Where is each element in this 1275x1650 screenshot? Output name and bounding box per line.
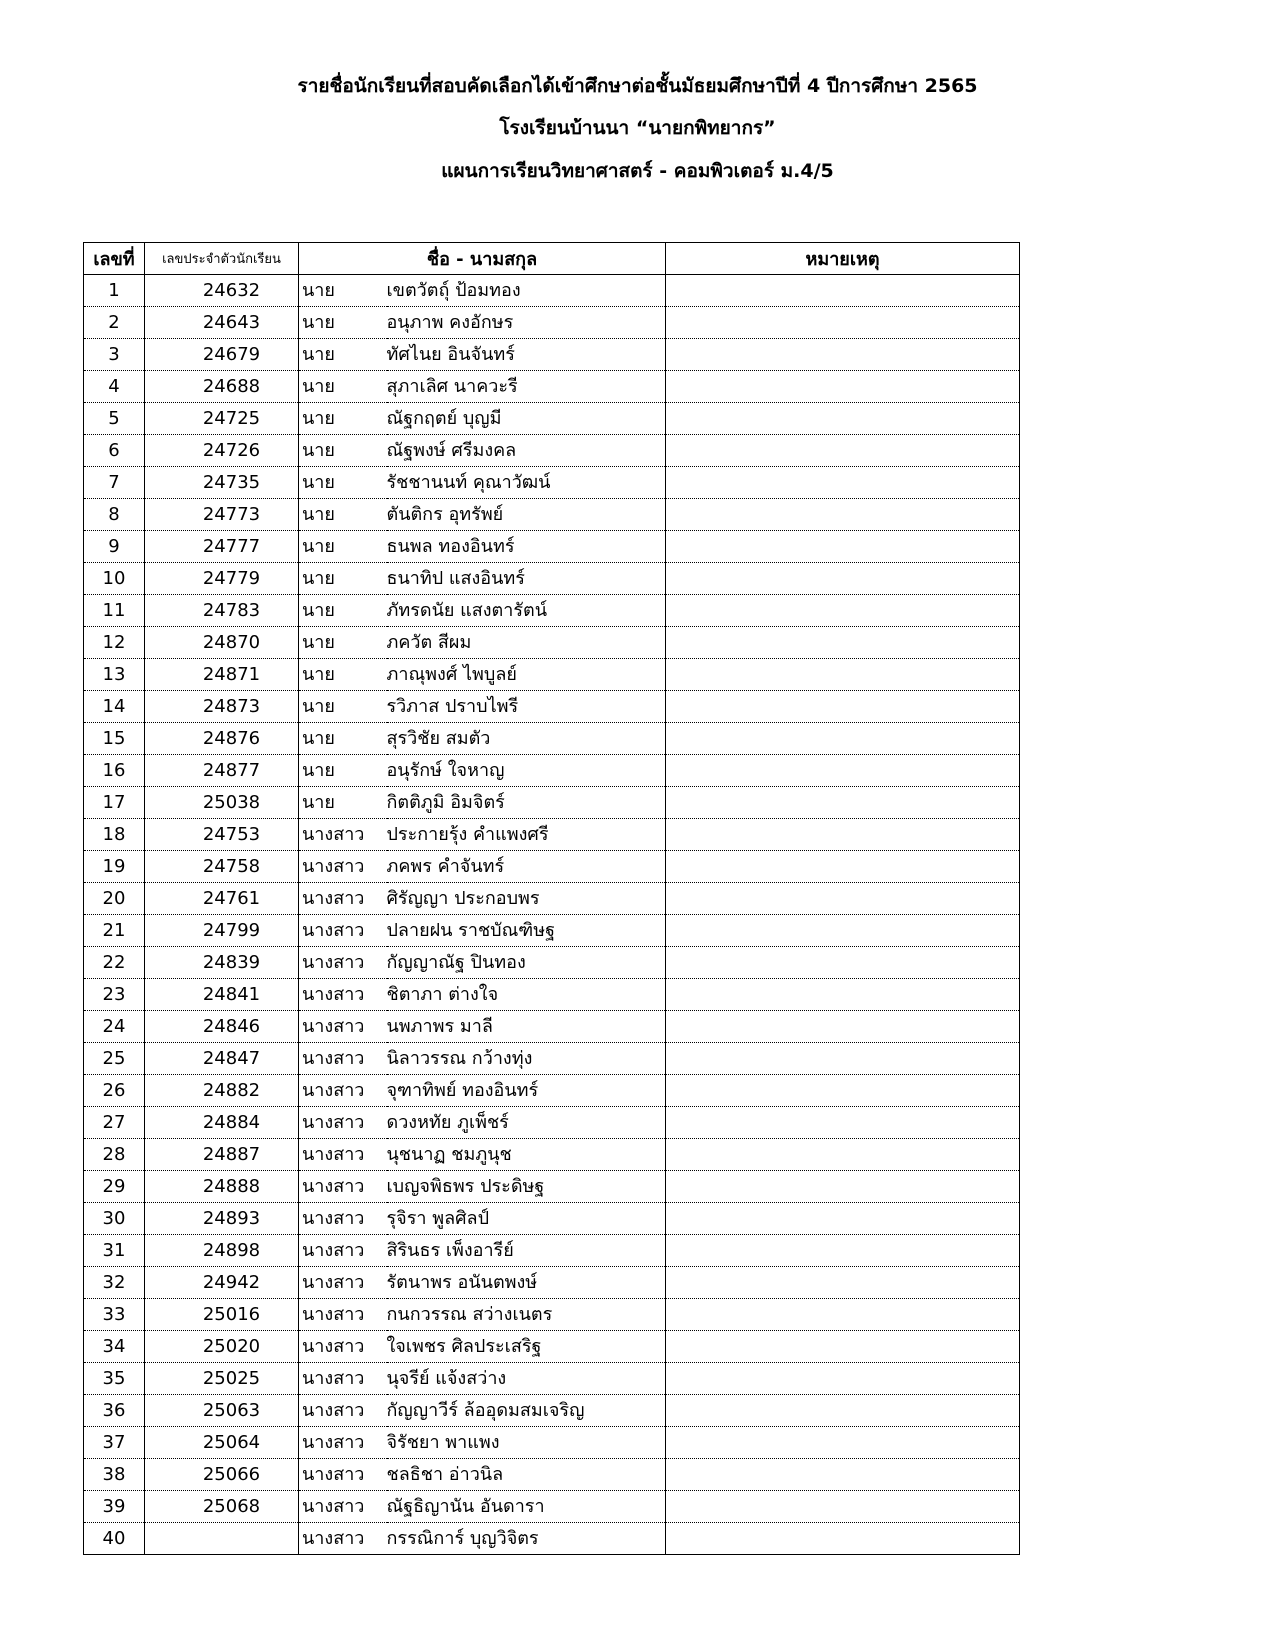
- student-name: อนุรักษ์ ใจหาญ: [387, 755, 666, 787]
- table-row: [84, 1171, 1020, 1203]
- study-program: แผนการเรียนวิทยาศาสตร์ - คอมพิวเตอร์ ม.4/5: [441, 160, 834, 182]
- name-title: นาย: [299, 467, 387, 499]
- row-number: 22: [84, 947, 145, 979]
- student-name: กัญญาวีร์ ล้ออุดมสมเจริญ: [387, 1395, 666, 1427]
- remark-cell: [666, 1171, 1020, 1203]
- table-row: [84, 979, 1020, 1011]
- student-name: กิตติภูมิ อิมจิตร์: [387, 787, 666, 819]
- student-id: 25038: [145, 787, 299, 819]
- name-title: นาย: [299, 403, 387, 435]
- student-name: ใจเพชร ศิลประเสริฐ: [387, 1331, 666, 1363]
- student-id: 24688: [145, 371, 299, 403]
- student-id: 25064: [145, 1427, 299, 1459]
- row-number: 28: [84, 1139, 145, 1171]
- student-name: รัชชานนท์ คุณาวัฒน์: [387, 467, 666, 499]
- remark-cell: [666, 371, 1020, 403]
- student-id: 24870: [145, 627, 299, 659]
- table-row: [84, 1331, 1020, 1363]
- table-row: [84, 1363, 1020, 1395]
- name-title: นางสาว: [299, 819, 387, 851]
- remark-cell: [666, 563, 1020, 595]
- table-row: [84, 1139, 1020, 1171]
- student-id: 25016: [145, 1299, 299, 1331]
- row-number: 18: [84, 819, 145, 851]
- row-number: 7: [84, 467, 145, 499]
- student-name: เขตวัตถุ์ ป้อมทอง: [387, 275, 666, 307]
- student-id: 24877: [145, 755, 299, 787]
- remark-cell: [666, 1203, 1020, 1235]
- table-row: [84, 1011, 1020, 1043]
- student-name: ตันติกร อุทรัพย์: [387, 499, 666, 531]
- student-id: 24777: [145, 531, 299, 563]
- column-header-remark: หมายเหตุ: [666, 243, 1020, 275]
- remark-cell: [666, 1075, 1020, 1107]
- student-id: 24779: [145, 563, 299, 595]
- student-name: ธนาทิป แสงอินทร์: [387, 563, 666, 595]
- table-row: [84, 755, 1020, 787]
- student-id: 24758: [145, 851, 299, 883]
- student-name: จิรัชยา พาแพง: [387, 1427, 666, 1459]
- remark-cell: [666, 659, 1020, 691]
- name-title: นาย: [299, 563, 387, 595]
- table-row: [84, 627, 1020, 659]
- student-name: นุจรีย์ แจ้งสว่าง: [387, 1363, 666, 1395]
- table-header-row: [84, 243, 1020, 275]
- student-name: นิลาวรรณ กว้างทุ่ง: [387, 1043, 666, 1075]
- table-row: [84, 947, 1020, 979]
- remark-cell: [666, 595, 1020, 627]
- table-row: [84, 1459, 1020, 1491]
- remark-cell: [666, 883, 1020, 915]
- student-name: กัญญาณัฐ ปินทอง: [387, 947, 666, 979]
- name-title: นางสาว: [299, 915, 387, 947]
- student-id: 24873: [145, 691, 299, 723]
- table-row: [84, 691, 1020, 723]
- remark-cell: [666, 339, 1020, 371]
- table-row: [84, 1395, 1020, 1427]
- student-id: 25020: [145, 1331, 299, 1363]
- table-row: [84, 1267, 1020, 1299]
- student-name: จุฑาทิพย์ ทองอินทร์: [387, 1075, 666, 1107]
- row-number: 1: [84, 275, 145, 307]
- name-title: นาย: [299, 659, 387, 691]
- name-title: นางสาว: [299, 1427, 387, 1459]
- table-row: [84, 563, 1020, 595]
- remark-cell: [666, 1491, 1020, 1523]
- student-roster-table: [83, 242, 1020, 1555]
- remark-cell: [666, 1235, 1020, 1267]
- student-name: อนุภาพ คงอักษร: [387, 307, 666, 339]
- name-title: นาย: [299, 627, 387, 659]
- name-title: นาย: [299, 595, 387, 627]
- student-id: 24888: [145, 1171, 299, 1203]
- student-name: ณัฐธิญานัน อันดารา: [387, 1491, 666, 1523]
- remark-cell: [666, 1267, 1020, 1299]
- name-title: นางสาว: [299, 1363, 387, 1395]
- remark-cell: [666, 627, 1020, 659]
- row-number: 25: [84, 1043, 145, 1075]
- name-title: นาย: [299, 435, 387, 467]
- row-number: 6: [84, 435, 145, 467]
- remark-cell: [666, 403, 1020, 435]
- name-title: นางสาว: [299, 979, 387, 1011]
- table-row: [84, 1427, 1020, 1459]
- student-name: นพภาพร มาลี: [387, 1011, 666, 1043]
- name-title: นางสาว: [299, 1011, 387, 1043]
- name-title: นางสาว: [299, 1523, 387, 1555]
- name-title: นางสาว: [299, 947, 387, 979]
- table-row: [84, 371, 1020, 403]
- name-title: นาย: [299, 787, 387, 819]
- row-number: 40: [84, 1523, 145, 1555]
- student-name: รุจิรา พูลศิลป์: [387, 1203, 666, 1235]
- student-id: 24783: [145, 595, 299, 627]
- table-row: [84, 1075, 1020, 1107]
- student-id: 24898: [145, 1235, 299, 1267]
- row-number: 32: [84, 1267, 145, 1299]
- table-row: [84, 339, 1020, 371]
- remark-cell: [666, 1459, 1020, 1491]
- student-id: 24882: [145, 1075, 299, 1107]
- name-title: นาย: [299, 371, 387, 403]
- row-number: 4: [84, 371, 145, 403]
- row-number: 36: [84, 1395, 145, 1427]
- table-row: [84, 499, 1020, 531]
- name-title: นาย: [299, 339, 387, 371]
- student-name: ชลธิชา อ่าวนิล: [387, 1459, 666, 1491]
- table-row: [84, 787, 1020, 819]
- row-number: 10: [84, 563, 145, 595]
- table-body: [84, 275, 1020, 1555]
- name-title: นางสาว: [299, 1139, 387, 1171]
- row-number: 34: [84, 1331, 145, 1363]
- remark-cell: [666, 787, 1020, 819]
- remark-cell: [666, 499, 1020, 531]
- student-name: ธนพล ทองอินทร์: [387, 531, 666, 563]
- row-number: 35: [84, 1363, 145, 1395]
- name-title: นาย: [299, 307, 387, 339]
- table-row: [84, 467, 1020, 499]
- row-number: 11: [84, 595, 145, 627]
- table-row: [84, 1523, 1020, 1555]
- student-id: 24753: [145, 819, 299, 851]
- row-number: 8: [84, 499, 145, 531]
- name-title: นางสาว: [299, 1491, 387, 1523]
- row-number: 12: [84, 627, 145, 659]
- name-title: นางสาว: [299, 1459, 387, 1491]
- table-row: [84, 1491, 1020, 1523]
- remark-cell: [666, 723, 1020, 755]
- name-title: นางสาว: [299, 851, 387, 883]
- table-row: [84, 403, 1020, 435]
- table-row: [84, 851, 1020, 883]
- remark-cell: [666, 1363, 1020, 1395]
- remark-cell: [666, 915, 1020, 947]
- student-name: กรรณิการ์ บุญวิจิตร: [387, 1523, 666, 1555]
- remark-cell: [666, 819, 1020, 851]
- student-id: 24761: [145, 883, 299, 915]
- row-number: 33: [84, 1299, 145, 1331]
- student-id: 25063: [145, 1395, 299, 1427]
- student-id: 24876: [145, 723, 299, 755]
- remark-cell: [666, 1139, 1020, 1171]
- row-number: 3: [84, 339, 145, 371]
- row-number: 27: [84, 1107, 145, 1139]
- name-title: นาย: [299, 499, 387, 531]
- remark-cell: [666, 1395, 1020, 1427]
- table-row: [84, 915, 1020, 947]
- name-title: นาย: [299, 275, 387, 307]
- name-title: นางสาว: [299, 1107, 387, 1139]
- row-number: 2: [84, 307, 145, 339]
- row-number: 39: [84, 1491, 145, 1523]
- school-name: โรงเรียนบ้านนา “นายกพิทยากร”: [499, 117, 776, 139]
- student-id: 24643: [145, 307, 299, 339]
- row-number: 38: [84, 1459, 145, 1491]
- row-number: 30: [84, 1203, 145, 1235]
- student-name: เบญจพิธพร ประดิษฐ: [387, 1171, 666, 1203]
- table-row: [84, 595, 1020, 627]
- student-id: 24893: [145, 1203, 299, 1235]
- row-number: 5: [84, 403, 145, 435]
- remark-cell: [666, 1011, 1020, 1043]
- row-number: 15: [84, 723, 145, 755]
- student-id: 24846: [145, 1011, 299, 1043]
- remark-cell: [666, 1107, 1020, 1139]
- student-name: สิรินธร เพ็งอารีย์: [387, 1235, 666, 1267]
- column-header-name: ชื่อ - นามสกุล: [299, 243, 666, 275]
- table-row: [84, 275, 1020, 307]
- student-name: ภาณุพงศ์ ไพบูลย์: [387, 659, 666, 691]
- student-name: รวิภาส ปราบไพรี: [387, 691, 666, 723]
- remark-cell: [666, 307, 1020, 339]
- remark-cell: [666, 851, 1020, 883]
- table-row: [84, 1235, 1020, 1267]
- student-name: ชิตาภา ต่างใจ: [387, 979, 666, 1011]
- student-name: ภควัต สีผม: [387, 627, 666, 659]
- student-id: [145, 1523, 299, 1555]
- student-name: ปลายฝน ราชบัณฑิษฐ: [387, 915, 666, 947]
- student-name: รัตนาพร อนันตพงษ์: [387, 1267, 666, 1299]
- student-name: ประกายรุ้ง คำแพงศรี: [387, 819, 666, 851]
- name-title: นางสาว: [299, 1235, 387, 1267]
- student-id: 24839: [145, 947, 299, 979]
- column-header-number: เลขที่: [84, 243, 145, 275]
- name-title: นางสาว: [299, 1171, 387, 1203]
- row-number: 14: [84, 691, 145, 723]
- remark-cell: [666, 1043, 1020, 1075]
- student-name: ณัฐพงษ์ ศรีมงคล: [387, 435, 666, 467]
- row-number: 24: [84, 1011, 145, 1043]
- name-title: นาย: [299, 691, 387, 723]
- student-id: 24773: [145, 499, 299, 531]
- remark-cell: [666, 1427, 1020, 1459]
- student-id: 24847: [145, 1043, 299, 1075]
- name-title: นางสาว: [299, 1299, 387, 1331]
- name-title: นางสาว: [299, 1043, 387, 1075]
- student-id: 24887: [145, 1139, 299, 1171]
- remark-cell: [666, 275, 1020, 307]
- remark-cell: [666, 1299, 1020, 1331]
- student-id: 24726: [145, 435, 299, 467]
- student-id: 24735: [145, 467, 299, 499]
- table-row: [84, 1299, 1020, 1331]
- document-title: รายชื่อนักเรียนที่สอบคัดเลือกได้เข้าศึกษาต่อชั้นมัธยมศึกษาปีที่ 4 ปีการศึกษา 2565: [297, 75, 978, 97]
- row-number: 9: [84, 531, 145, 563]
- remark-cell: [666, 531, 1020, 563]
- student-name: ณัฐกฤตย์ บุญมี: [387, 403, 666, 435]
- table-row: [84, 819, 1020, 851]
- table-row: [84, 1107, 1020, 1139]
- student-id: 25068: [145, 1491, 299, 1523]
- student-name: สุภาเลิศ นาควะรี: [387, 371, 666, 403]
- table-row: [84, 723, 1020, 755]
- name-title: นางสาว: [299, 1331, 387, 1363]
- remark-cell: [666, 467, 1020, 499]
- student-name: กนกวรรณ สว่างเนตร: [387, 1299, 666, 1331]
- table-row: [84, 1043, 1020, 1075]
- name-title: นาย: [299, 723, 387, 755]
- name-title: นางสาว: [299, 1267, 387, 1299]
- name-title: นางสาว: [299, 1075, 387, 1107]
- remark-cell: [666, 979, 1020, 1011]
- name-title: นาย: [299, 531, 387, 563]
- student-name: ภคพร คำจันทร์: [387, 851, 666, 883]
- row-number: 29: [84, 1171, 145, 1203]
- student-name: ภัทรดนัย แสงตารัตน์: [387, 595, 666, 627]
- row-number: 20: [84, 883, 145, 915]
- student-id: 25025: [145, 1363, 299, 1395]
- name-title: นางสาว: [299, 1203, 387, 1235]
- name-title: นางสาว: [299, 883, 387, 915]
- name-title: นางสาว: [299, 1395, 387, 1427]
- row-number: 31: [84, 1235, 145, 1267]
- row-number: 23: [84, 979, 145, 1011]
- remark-cell: [666, 691, 1020, 723]
- row-number: 19: [84, 851, 145, 883]
- student-name: ทัศไนย อินจันทร์: [387, 339, 666, 371]
- student-name: นุชนาฏ ชมภูนุช: [387, 1139, 666, 1171]
- remark-cell: [666, 1523, 1020, 1555]
- remark-cell: [666, 1331, 1020, 1363]
- remark-cell: [666, 435, 1020, 467]
- row-number: 13: [84, 659, 145, 691]
- remark-cell: [666, 755, 1020, 787]
- student-name: สุรวิชัย สมตัว: [387, 723, 666, 755]
- student-id: 24841: [145, 979, 299, 1011]
- student-name: ศิรัญญา ประกอบพร: [387, 883, 666, 915]
- row-number: 26: [84, 1075, 145, 1107]
- student-id: 25066: [145, 1459, 299, 1491]
- student-name: ดวงหทัย ภูเพ็ชร์: [387, 1107, 666, 1139]
- student-id: 24884: [145, 1107, 299, 1139]
- table-row: [84, 307, 1020, 339]
- table-row: [84, 1203, 1020, 1235]
- table-row: [84, 883, 1020, 915]
- table-row: [84, 531, 1020, 563]
- student-id: 24942: [145, 1267, 299, 1299]
- row-number: 17: [84, 787, 145, 819]
- student-id: 24725: [145, 403, 299, 435]
- table-row: [84, 435, 1020, 467]
- column-header-student-id: เลขประจำตัวนักเรียน: [145, 243, 299, 275]
- student-id: 24871: [145, 659, 299, 691]
- row-number: 16: [84, 755, 145, 787]
- student-id: 24632: [145, 275, 299, 307]
- student-id: 24799: [145, 915, 299, 947]
- row-number: 37: [84, 1427, 145, 1459]
- name-title: นาย: [299, 755, 387, 787]
- student-id: 24679: [145, 339, 299, 371]
- table-row: [84, 659, 1020, 691]
- remark-cell: [666, 947, 1020, 979]
- row-number: 21: [84, 915, 145, 947]
